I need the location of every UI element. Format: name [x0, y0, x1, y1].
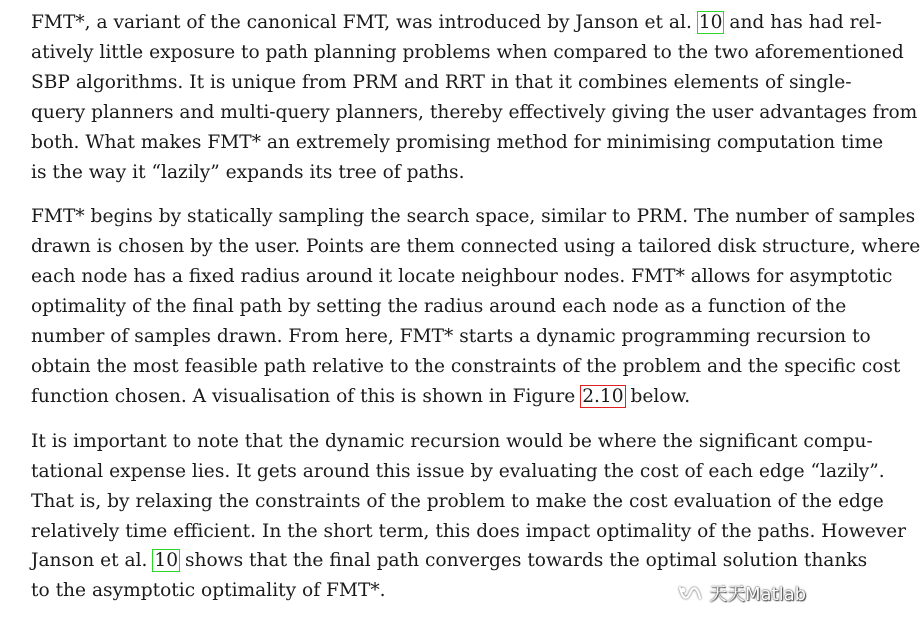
text-line: [31, 292, 847, 322]
paragraph-1: [31, 8, 918, 187]
text-line: [31, 382, 817, 412]
paragraph-2: [31, 202, 920, 411]
text-line: [31, 98, 918, 128]
paragraph-spacer: [31, 412, 817, 427]
paper-body: [31, 8, 920, 606]
text-segment: number of samples drawn. From here, FMT* starts a dynamic programming recursion to: [31, 326, 871, 348]
text-segment: It is important to note that the dynamic recursion would be where the significant compu-: [31, 430, 873, 452]
text-segment: FMT*, a variant of the canonical FMT, was introduced by Janson et al.: [31, 12, 698, 33]
text-segment: drawn is chosen by the user. Points are them connected using a tailored disk structure, where: [31, 236, 920, 258]
wechat-channel-icon: [677, 582, 703, 604]
text-segment: FMT* begins by statically sampling the search space, similar to PRM. The number of samples: [31, 206, 916, 228]
text-segment: each node has a fixed radius around it locate neighbour nodes. FMT* allows for asymptotic: [31, 266, 893, 288]
text-segment: and has had rel-: [723, 12, 882, 33]
text-segment: shows that the final path converges towards the optimal solution thanks: [179, 550, 868, 572]
citation-link[interactable]: 10: [154, 550, 179, 572]
text-line: [31, 517, 907, 547]
text-segment: to the asymptotic optimality of FMT*.: [31, 580, 386, 602]
text-line: [31, 322, 871, 352]
text-segment: relatively time efficient. In the short term, this does impact optimality of the paths. However: [31, 520, 907, 542]
text-line: [31, 546, 868, 576]
text-line: [31, 262, 893, 292]
watermark-text: 天天Matlab: [709, 584, 807, 605]
watermark: [677, 578, 806, 608]
text-line: [31, 158, 817, 188]
text-line: [31, 8, 882, 38]
text-segment: atively little exposure to path planning problems when compared to the two aforementioned: [31, 41, 904, 63]
text-line: [31, 457, 885, 487]
text-line: [31, 487, 884, 517]
figure-reference-link[interactable]: 2.10: [582, 385, 624, 407]
text-line: [31, 128, 884, 158]
text-segment: optimality of the final path by setting the radius around each node as a function of the: [31, 296, 847, 318]
text-segment: SBP algorithms. It is unique from PRM and RRT in that it combines elements of single-: [31, 71, 852, 93]
text-segment: query planners and multi-query planners, thereby effectively giving the user advantages from: [31, 101, 918, 123]
text-segment: Janson et al.: [31, 550, 154, 572]
text-segment: both. What makes FMT* an extremely promising method for minimising computation time: [31, 131, 884, 153]
text-line: [31, 202, 916, 232]
text-line: [31, 68, 852, 98]
text-line: [31, 232, 920, 262]
citation-link[interactable]: 10: [698, 12, 723, 33]
text-segment: function chosen. A visualisation of this is shown in Figure: [31, 385, 582, 407]
text-line: [31, 427, 873, 457]
text-segment: tational expense lies. It gets around this issue by evaluating the cost of each edge “lazily”.: [31, 460, 885, 482]
text-segment: is the way it “lazily” expands its tree of paths.: [31, 161, 465, 183]
text-line: [31, 352, 901, 382]
text-segment: That is, by relaxing the constraints of the problem to make the cost evaluation of the edge: [31, 490, 884, 512]
text-line: [31, 38, 904, 68]
text-segment: obtain the most feasible path relative to the constraints of the problem and the specific cost: [31, 355, 901, 377]
text-segment: below.: [624, 385, 691, 407]
paragraph-spacer: [31, 187, 817, 202]
